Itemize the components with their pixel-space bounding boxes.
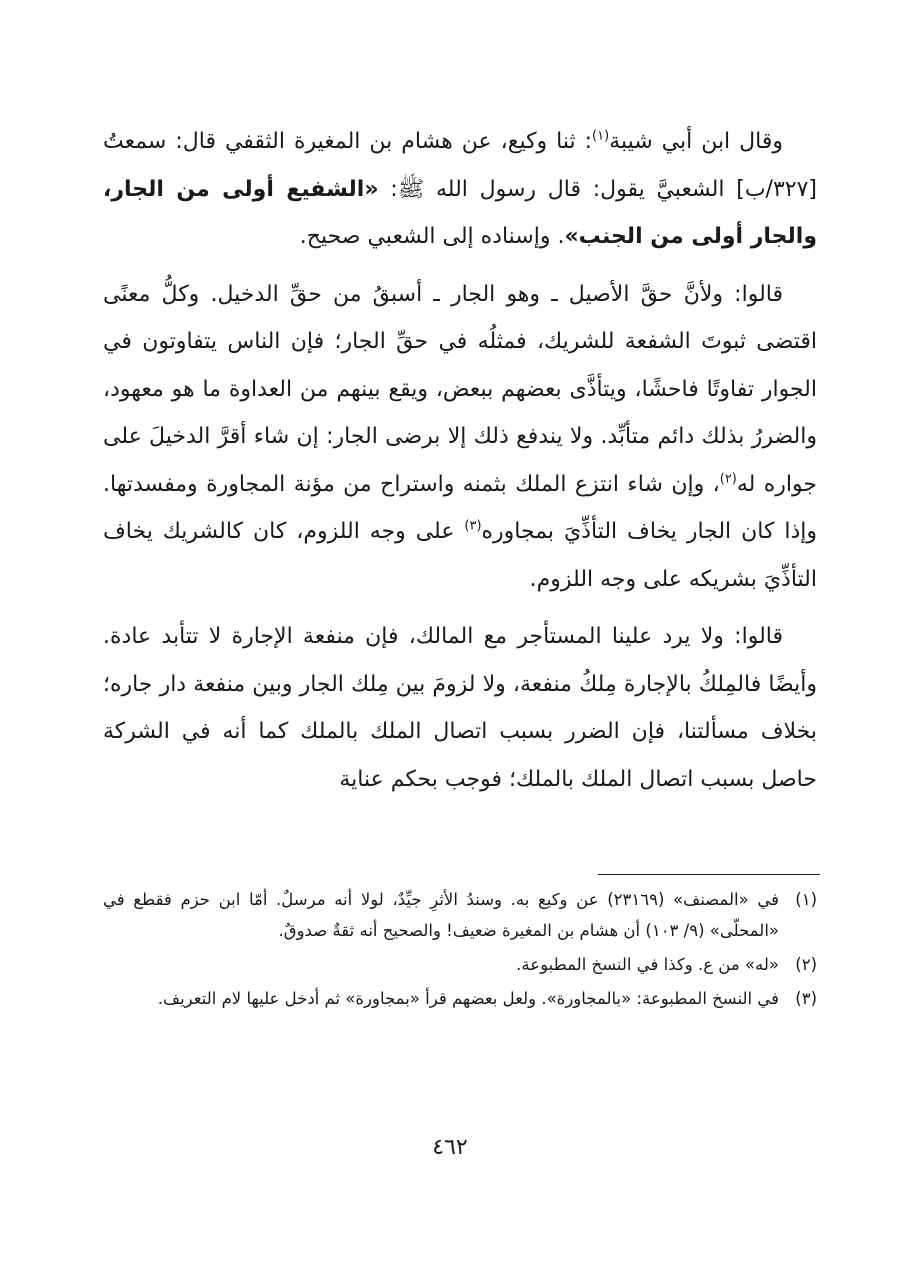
footnote-number: (٢) <box>795 955 817 974</box>
paragraph-1-text-c: . وإسناده إلى الشعبي صحيح. <box>299 224 565 249</box>
footnote-text: في «المصنف» (٢٣١٦٩) عن وكيع به. وسندُ الأثرِ جيِّدٌ، لولا أنه مرسلٌ. أمّا ابن حزم فقطع في «المحلّى» (٩/ ١٠٣) أن هشام بن المغيرة ضعيف! والصحيح أنه ثقةٌ صدوقٌ. <box>103 890 780 940</box>
paragraph-2-text-c: على وجه اللزوم، كان كالشريك يخاف التأذِّيَ بشريكه على وجه اللزوم. <box>103 519 817 592</box>
paragraph-2-text-b: ، وإن شاء انتزع الملك بثمنه واستراح من مؤنة المجاورة ومفسدتها. وإذا كان الجار يخاف التأذِّيَ بمجاوره <box>103 471 817 544</box>
footnote-ref-3: (٣) <box>464 518 482 534</box>
paragraph-3: قالوا: ولا يرد علينا المستأجر مع المالك، فإن منفعة الإجارة لا تتأبد عادة. وأيضًا فالمِلكُ بالإجارة مِلكُ منفعة، ولا لزومَ بين مِلك الجار وبين منفعة دار جاره؛ بخلاف مسألتنا، فإن الضرر بسبب اتصال الملك بالملك كما أنه في الشركة حاصل بسبب اتصال الملك بالملك؛ فوجب بحكم عناية <box>103 624 817 792</box>
main-text <box>103 118 817 813</box>
footnote-text: في النسخ المطبوعة: «بالمجاورة». ولعل بعضهم قرأ «بمجاورة» ثم أدخل عليها لام التعريف. <box>157 989 779 1008</box>
footnote-1 <box>103 884 817 946</box>
footnotes <box>103 884 817 1017</box>
footnote-ref-2: (٢) <box>719 471 737 487</box>
paragraph-1 <box>103 118 817 261</box>
hadith-quote: «الشفيع أولى من الجار، والجار أولى من الجنب» <box>103 176 817 249</box>
footnote-number: (٣) <box>795 989 817 1008</box>
page-number: ٤٦٢ <box>432 1135 468 1160</box>
paragraph-2-text-a: قالوا: ولأنَّ حقَّ الأصيل ـ وهو الجار ـ أسبقُ من حقِّ الدخيل. وكلُّ معنًى اقتضى ثبوتَ الشفعة للشريك، فمثلُه في حقِّ الجار؛ فإن الناس يتفاوتون في الجوار تفاوتًا فاحشًا، ويتأذَّى بعضهم ببعض، ويقع بينهم من العداوة ما هو معهود، والضررُ بذلك دائم متأبِّد. ولا يندفع ذلك إلا برضى الجار: إن شاء أقرَّ الدخيلَ على جواره له <box>103 281 818 497</box>
footnote-ref-1: (١) <box>592 128 610 144</box>
paragraph-1-text-b: : ثنا وكيع، عن هشام بن المغيرة الثقفي قال: سمعتُ [٣٢٧/ب] الشعبيَّ يقول: قال رسول الله ﷺ: <box>103 129 817 202</box>
paragraph-2 <box>103 271 817 604</box>
footnote-divider <box>598 874 820 875</box>
footnote-3 <box>103 983 817 1014</box>
paragraph-1-text-a: وقال ابن أبي شيبة <box>609 129 783 154</box>
footnote-number: (١) <box>795 890 817 909</box>
footnote-text: «له» من ع. وكذا في النسخ المطبوعة. <box>516 955 779 974</box>
footnote-2 <box>103 949 817 980</box>
